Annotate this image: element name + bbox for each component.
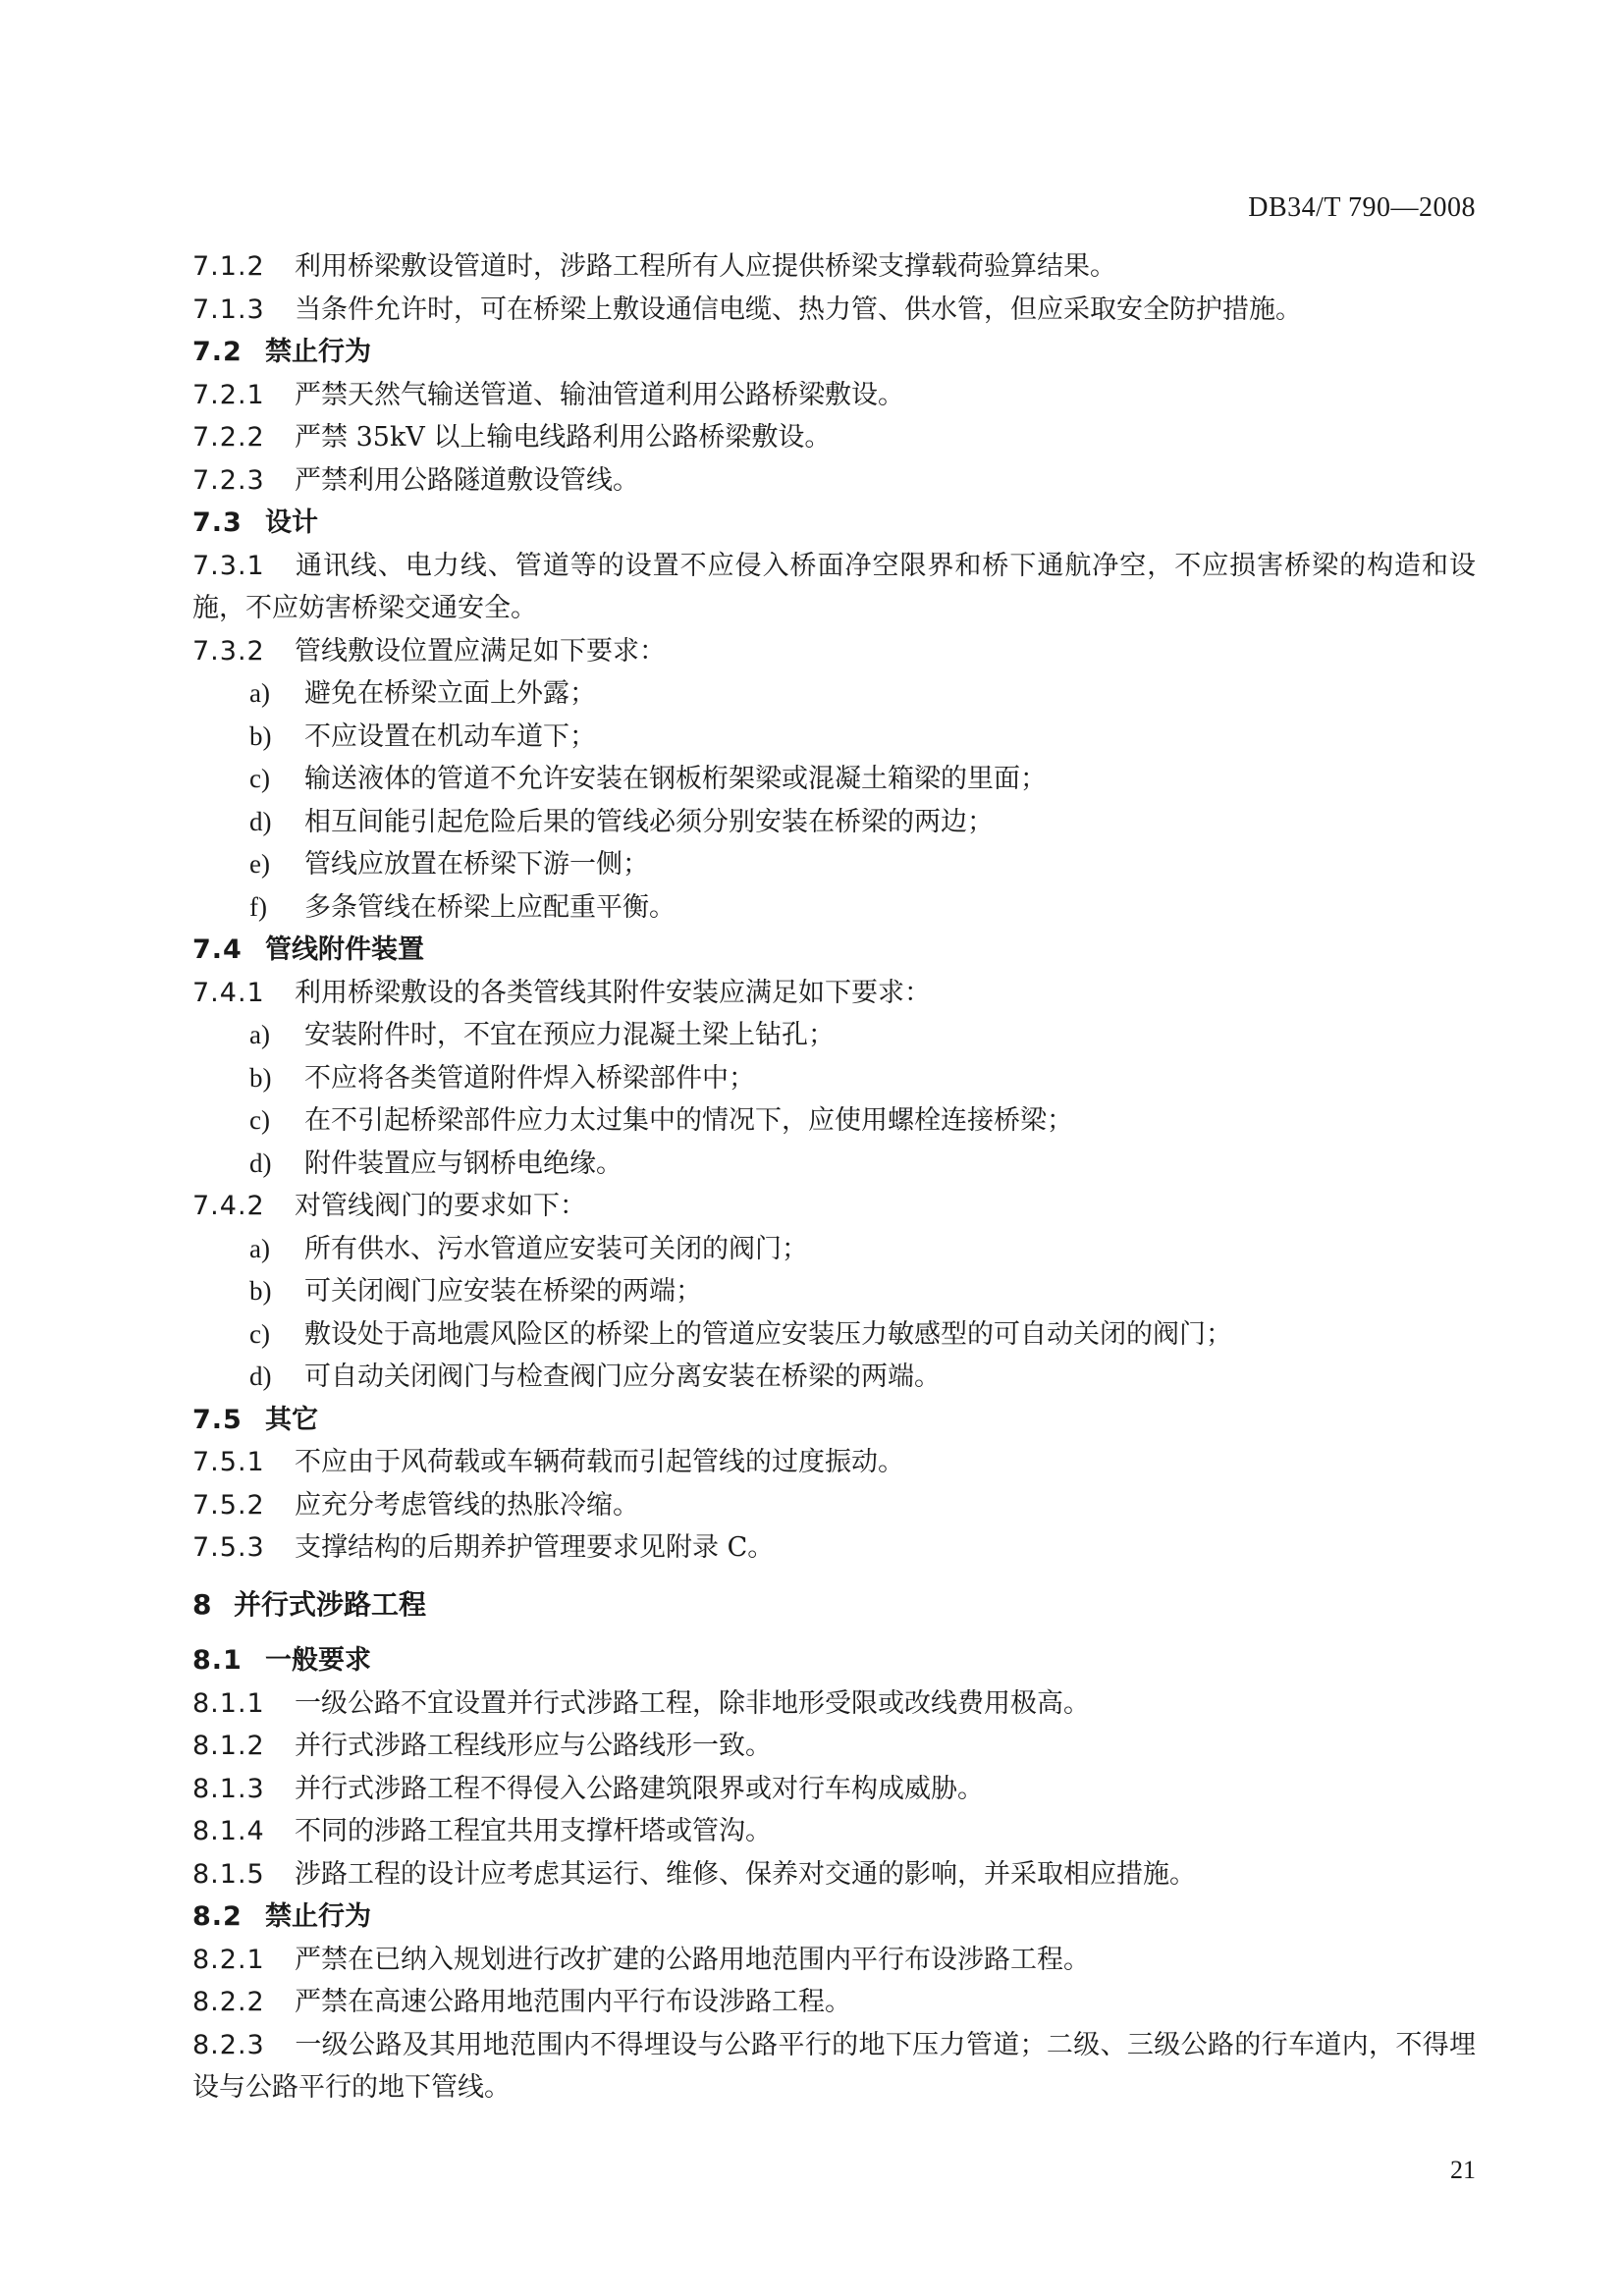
section-heading: [192, 929, 1476, 972]
clause-number: 7.2.1: [192, 379, 265, 410]
clause-text: 不应由于风荷载或车辆荷载而引起管线的过度振动。: [295, 1447, 904, 1477]
list-item-marker: c): [249, 1318, 270, 1349]
clause: [192, 1768, 1476, 1811]
clause: [192, 245, 1476, 289]
clause-text: 管线敷设位置应满足如下要求：: [295, 635, 666, 667]
section-number: 7.3: [192, 507, 243, 538]
section-title: 禁止行为: [265, 337, 371, 367]
clause-number: 7.3.1: [192, 550, 265, 581]
clause: [192, 2024, 1476, 2109]
clause: [192, 289, 1476, 332]
list-item: [192, 1228, 1476, 1271]
list-item-marker: d): [249, 806, 272, 836]
section-number: 7.5: [192, 1404, 243, 1435]
clause-text: 通讯线、电力线、管道等的设置不应侵入桥面净空限界和桥下通航净空，不应损害桥梁的构造和设施，不应妨害桥梁交通安全。: [192, 550, 1476, 623]
section-title: 一般要求: [265, 1645, 371, 1676]
clause-text: 严禁天然气输送管道、输油管道利用公路桥梁敷设。: [295, 379, 904, 410]
clause: [192, 459, 1476, 503]
clause: [192, 1981, 1476, 2024]
list-item-text: 在不引起桥梁部件应力太过集中的情况下，应使用螺栓连接桥梁；: [304, 1105, 1073, 1136]
list-item-text: 多条管线在桥梁上应配重平衡。: [304, 891, 676, 923]
list-item: [192, 1356, 1476, 1399]
clause-text: 对管线阀门的要求如下：: [295, 1191, 586, 1221]
clause-text: 利用桥梁敷设的各类管线其附件安装应满足如下要求：: [295, 977, 931, 1008]
list-item-marker: c): [249, 1105, 270, 1135]
clause-text: 支撑结构的后期养护管理要求见附录 C。: [295, 1532, 775, 1563]
clause-number: 7.2.3: [192, 464, 265, 496]
clause-text: 不同的涉路工程宜共用支撑杆塔或管沟。: [295, 1816, 772, 1846]
clause-number: 8.1.1: [192, 1687, 265, 1719]
clause: [192, 1810, 1476, 1853]
section-heading: [192, 1639, 1476, 1682]
section-heading: [192, 502, 1476, 545]
clause: [192, 1185, 1476, 1228]
clause-number: 8.2.1: [192, 1944, 265, 1975]
chapter-number: 8: [192, 1587, 213, 1621]
clause-text: 并行式涉路工程线形应与公路线形一致。: [295, 1731, 772, 1761]
section-title: 管线附件装置: [265, 934, 424, 965]
list-item: [192, 801, 1476, 844]
clause: [192, 1484, 1476, 1527]
clause-number: 7.5.1: [192, 1447, 265, 1477]
clause-number: 7.5.2: [192, 1489, 265, 1521]
clause: [192, 1682, 1476, 1726]
clause-number: 7.3.2: [192, 635, 265, 667]
clause-number: 8.2.2: [192, 1987, 265, 2017]
clause-text: 一级公路不宜设置并行式涉路工程，除非地形受限或改线费用极高。: [295, 1687, 1090, 1719]
list-item-marker: a): [249, 1233, 270, 1263]
clause-text: 当条件允许时，可在桥梁上敷设通信电缆、热力管、供水管，但应采取安全防护措施。: [295, 294, 1302, 325]
clause-number: 7.2.2: [192, 422, 265, 453]
list-item-marker: b): [249, 721, 272, 751]
clause-text: 利用桥梁敷设管道时，涉路工程所有人应提供桥梁支撑载荷验算结果。: [295, 251, 1116, 282]
section-heading: [192, 1896, 1476, 1939]
list-item: [192, 1313, 1476, 1357]
list-item-marker: b): [249, 1062, 272, 1093]
clause: [192, 1939, 1476, 1982]
section-number: 7.2: [192, 337, 243, 367]
clause-text: 一级公路及其用地范围内不得埋设与公路平行的地下压力管道；二级、三级公路的行车道内，不得埋设与公路平行的地下管线。: [192, 2029, 1476, 2103]
clause: [192, 374, 1476, 417]
list-item-text: 不应设置在机动车道下；: [304, 721, 596, 752]
clause-number: 8.1.2: [192, 1731, 265, 1761]
clause-number: 8.1.3: [192, 1773, 265, 1804]
list-item-marker: d): [249, 1362, 272, 1391]
section-heading: [192, 331, 1476, 374]
clause-number: 8.1.5: [192, 1858, 265, 1890]
list-item-text: 相互间能引起危险后果的管线必须分别安装在桥梁的两边；: [304, 806, 994, 837]
document-body: [192, 245, 1476, 2109]
clause: [192, 416, 1476, 459]
clause: [192, 1725, 1476, 1768]
list-item: [192, 1057, 1476, 1100]
clause-text: 严禁利用公路隧道敷设管线。: [295, 464, 639, 496]
list-item-marker: d): [249, 1148, 272, 1178]
list-item-marker: e): [249, 849, 270, 879]
list-item: [192, 843, 1476, 886]
chapter-title: 并行式涉路工程: [234, 1587, 427, 1621]
section-number: 8.2: [192, 1901, 243, 1932]
clause: [192, 972, 1476, 1015]
list-item: [192, 1143, 1476, 1186]
list-item-marker: a): [249, 678, 270, 708]
clause-number: 7.5.3: [192, 1532, 265, 1563]
clause-text: 严禁 35kV 以上输电线路利用公路桥梁敷设。: [295, 422, 832, 453]
section-number: 7.4: [192, 934, 243, 965]
list-item-text: 可关闭阀门应安装在桥梁的两端；: [304, 1276, 702, 1307]
list-item: [192, 886, 1476, 930]
list-item-text: 敷设处于高地震风险区的桥梁上的管道应安装压力敏感型的可自动关闭的阀门；: [304, 1318, 1232, 1350]
clause-number: 7.1.2: [192, 251, 265, 282]
clause-text: 应充分考虑管线的热胀冷缩。: [295, 1489, 639, 1521]
clause-number: 7.4.2: [192, 1191, 265, 1221]
list-item-marker: b): [249, 1276, 272, 1306]
list-item: [192, 1099, 1476, 1143]
list-item: [192, 716, 1476, 759]
clause-number: 8.1.4: [192, 1816, 265, 1846]
section-title: 设计: [265, 507, 318, 538]
clause: [192, 1441, 1476, 1484]
clause-number: 7.1.3: [192, 294, 265, 325]
list-item-marker: f): [249, 891, 267, 922]
list-item: [192, 1014, 1476, 1057]
list-item-text: 所有供水、污水管道应安装可关闭的阀门；: [304, 1233, 808, 1264]
section-title: 其它: [265, 1404, 318, 1435]
list-item-text: 管线应放置在桥梁下游一侧；: [304, 849, 649, 880]
section-heading: [192, 1399, 1476, 1442]
clause: [192, 545, 1476, 630]
clause-text: 并行式涉路工程不得侵入公路建筑限界或对行车构成威胁。: [295, 1773, 984, 1804]
list-item-marker: a): [249, 1020, 270, 1049]
list-item-text: 避免在桥梁立面上外露；: [304, 678, 596, 709]
list-item-text: 不应将各类管道附件焊入桥梁部件中；: [304, 1062, 755, 1094]
page-number: 21: [1450, 2156, 1476, 2184]
clause-number: 7.4.1: [192, 977, 265, 1008]
clause: [192, 1853, 1476, 1896]
clause-text: 严禁在高速公路用地范围内平行布设涉路工程。: [295, 1987, 851, 2017]
list-item-text: 可自动关闭阀门与检查阀门应分离安装在桥梁的两端。: [304, 1362, 941, 1392]
list-item-text: 附件装置应与钢桥电绝缘。: [304, 1148, 622, 1179]
section-number: 8.1: [192, 1645, 243, 1676]
clause-number: 8.2.3: [192, 2029, 265, 2060]
list-item: [192, 1270, 1476, 1313]
clause-text: 严禁在已纳入规划进行改扩建的公路用地范围内平行布设涉路工程。: [295, 1944, 1090, 1975]
document-code: DB34/T 790—2008: [1248, 192, 1476, 223]
list-item: [192, 672, 1476, 716]
list-item-text: 安装附件时，不宜在预应力混凝土梁上钻孔；: [304, 1020, 835, 1050]
clause: [192, 1526, 1476, 1570]
chapter-heading: [192, 1583, 1476, 1627]
list-item-text: 输送液体的管道不允许安装在钢板桁架梁或混凝土箱梁的里面；: [304, 764, 1047, 794]
list-item-marker: c): [249, 764, 270, 793]
clause: [192, 630, 1476, 673]
list-item: [192, 758, 1476, 801]
section-title: 禁止行为: [265, 1901, 371, 1932]
clause-text: 涉路工程的设计应考虑其运行、维修、保养对交通的影响，并采取相应措施。: [295, 1858, 1196, 1890]
